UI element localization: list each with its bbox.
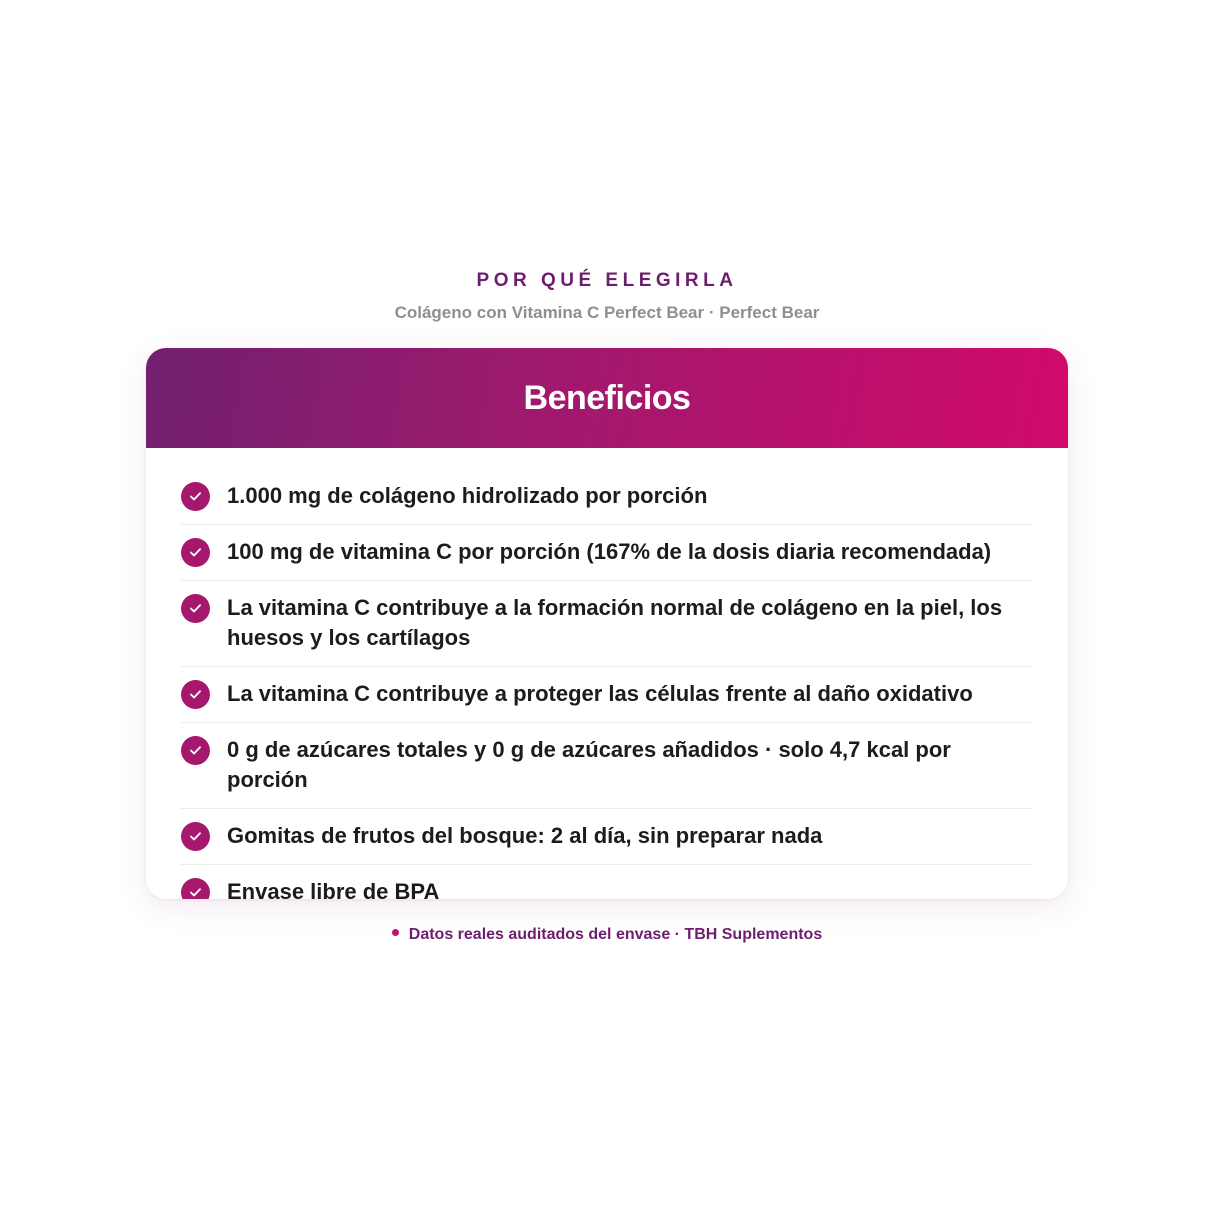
section-eyebrow: POR QUÉ ELEGIRLA [476, 270, 738, 291]
footnote [0, 926, 1214, 944]
check-circle-icon [181, 594, 210, 623]
check-circle-icon [181, 482, 210, 511]
benefit-text: Gomitas de frutos del bosque: 2 al día, sin preparar nada [227, 823, 823, 848]
card-header [146, 348, 1068, 448]
benefit-text: La vitamina C contribuye a la formación normal de colágeno en la piel, los huesos y los cartílagos [227, 595, 1003, 650]
check-circle-icon [181, 680, 210, 709]
product-subtitle: Colágeno con Vitamina C Perfect Bear · Perfect Bear [394, 303, 820, 322]
benefit-text: 1.000 mg de colágeno hidrolizado por porción [227, 483, 708, 508]
benefit-text: La vitamina C contribuye a proteger las células frente al daño oxidativo [227, 681, 973, 706]
check-circle-icon [181, 822, 210, 851]
benefits-card [146, 348, 1068, 899]
benefit-text: 0 g de azúcares totales y 0 g de azúcares añadidos · solo 4,7 kcal por porción [227, 737, 951, 792]
check-circle-icon [181, 538, 210, 567]
benefits-list [181, 469, 1033, 899]
list-item [181, 469, 1033, 525]
list-item [181, 723, 1033, 809]
list-item [181, 809, 1033, 865]
card-title: Beneficios [523, 379, 691, 417]
list-item [181, 865, 1033, 899]
dot-icon [392, 929, 399, 936]
list-item [181, 581, 1033, 667]
benefit-text: 100 mg de vitamina C por porción (167% de la dosis diaria recomendada) [227, 539, 992, 564]
check-circle-icon [181, 878, 210, 899]
footnote-text: Datos reales auditados del envase · TBH Suplementos [408, 926, 823, 943]
list-item [181, 667, 1033, 723]
benefit-text: Envase libre de BPA [227, 879, 440, 899]
list-item [181, 525, 1033, 581]
check-circle-icon [181, 736, 210, 765]
